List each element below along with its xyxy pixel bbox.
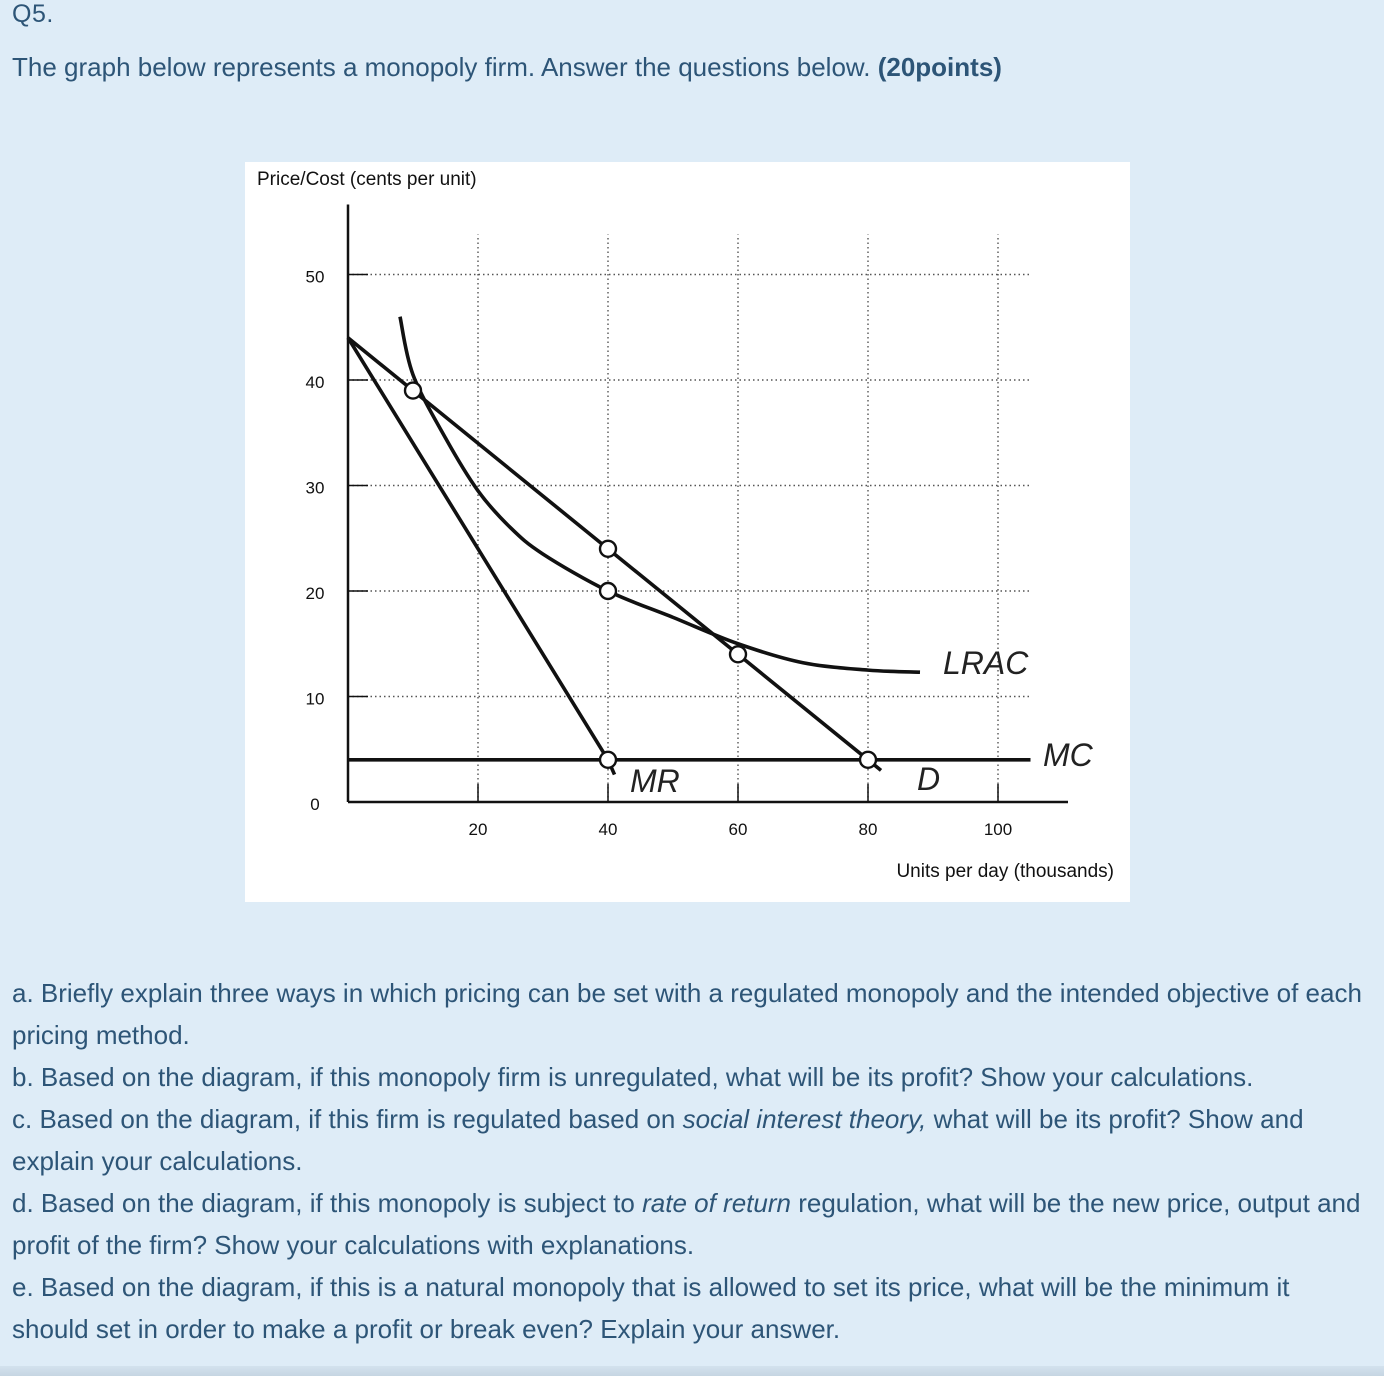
x-axis-label: Units per day (thousands) <box>896 861 1114 882</box>
x-tick-label: 80 <box>858 820 878 839</box>
question-intro <box>12 52 1002 83</box>
intersection-point <box>730 646 746 662</box>
series-mc-label: MC <box>1043 737 1093 773</box>
x-tick-label: 60 <box>728 820 748 839</box>
bottom-bar <box>0 1366 1384 1376</box>
question-e: e. Based on the diagram, if this is a natural monopoly that is allowed to set its price, what will be the minimum it should set in order to make a profit or break even? Explain your answer. <box>12 1272 1290 1344</box>
intersection-point <box>860 752 876 768</box>
intersection-point <box>600 541 616 557</box>
series-d-label: D <box>917 761 941 797</box>
x-tick-label: 40 <box>598 820 618 839</box>
question-b: b. Based on the diagram, if this monopoly firm is unregulated, what will be its profit? Show your calculations. <box>12 1062 1254 1092</box>
y-axis-label: Price/Cost (cents per unit) <box>257 169 477 190</box>
series-mr-line <box>348 338 615 775</box>
x-tick-label: 100 <box>983 820 1013 839</box>
series-mr-label: MR <box>630 763 680 799</box>
points-label: (20points) <box>877 52 1002 82</box>
intersection-point <box>600 583 616 599</box>
monopoly-chart <box>245 162 1130 902</box>
series-lrac-line <box>400 317 920 673</box>
chart-svg <box>245 162 1130 902</box>
intersection-point <box>405 383 421 399</box>
y-tick-label: 0 <box>310 795 320 814</box>
question-list <box>12 972 1372 1350</box>
y-tick-label: 40 <box>305 373 325 392</box>
intersection-point <box>600 752 616 768</box>
y-tick-label: 10 <box>305 689 325 709</box>
question-d: d. Based on the diagram, if this monopoly is subject to rate of return regulation, what will be the new price, output and profit of the firm? Show your calculations with explanations. <box>12 1188 1361 1260</box>
y-tick-label: 20 <box>305 584 325 603</box>
question-c: c. Based on the diagram, if this firm is regulated based on social interest theory, what will be its profit? Show and explain your calculations. <box>12 1104 1304 1176</box>
x-tick-label: 20 <box>468 820 488 839</box>
question-a: a. Briefly explain three ways in which pricing can be set with a regulated monopoly and the intended objective of each pricing method. <box>12 978 1362 1050</box>
series-lrac-label: LRAC <box>943 645 1029 681</box>
question-number: Q5. <box>12 0 54 28</box>
intro-text: The graph below represents a monopoly firm. Answer the questions below. <box>12 52 871 82</box>
y-tick-label: 30 <box>305 478 325 498</box>
y-tick-label: 50 <box>305 267 325 287</box>
